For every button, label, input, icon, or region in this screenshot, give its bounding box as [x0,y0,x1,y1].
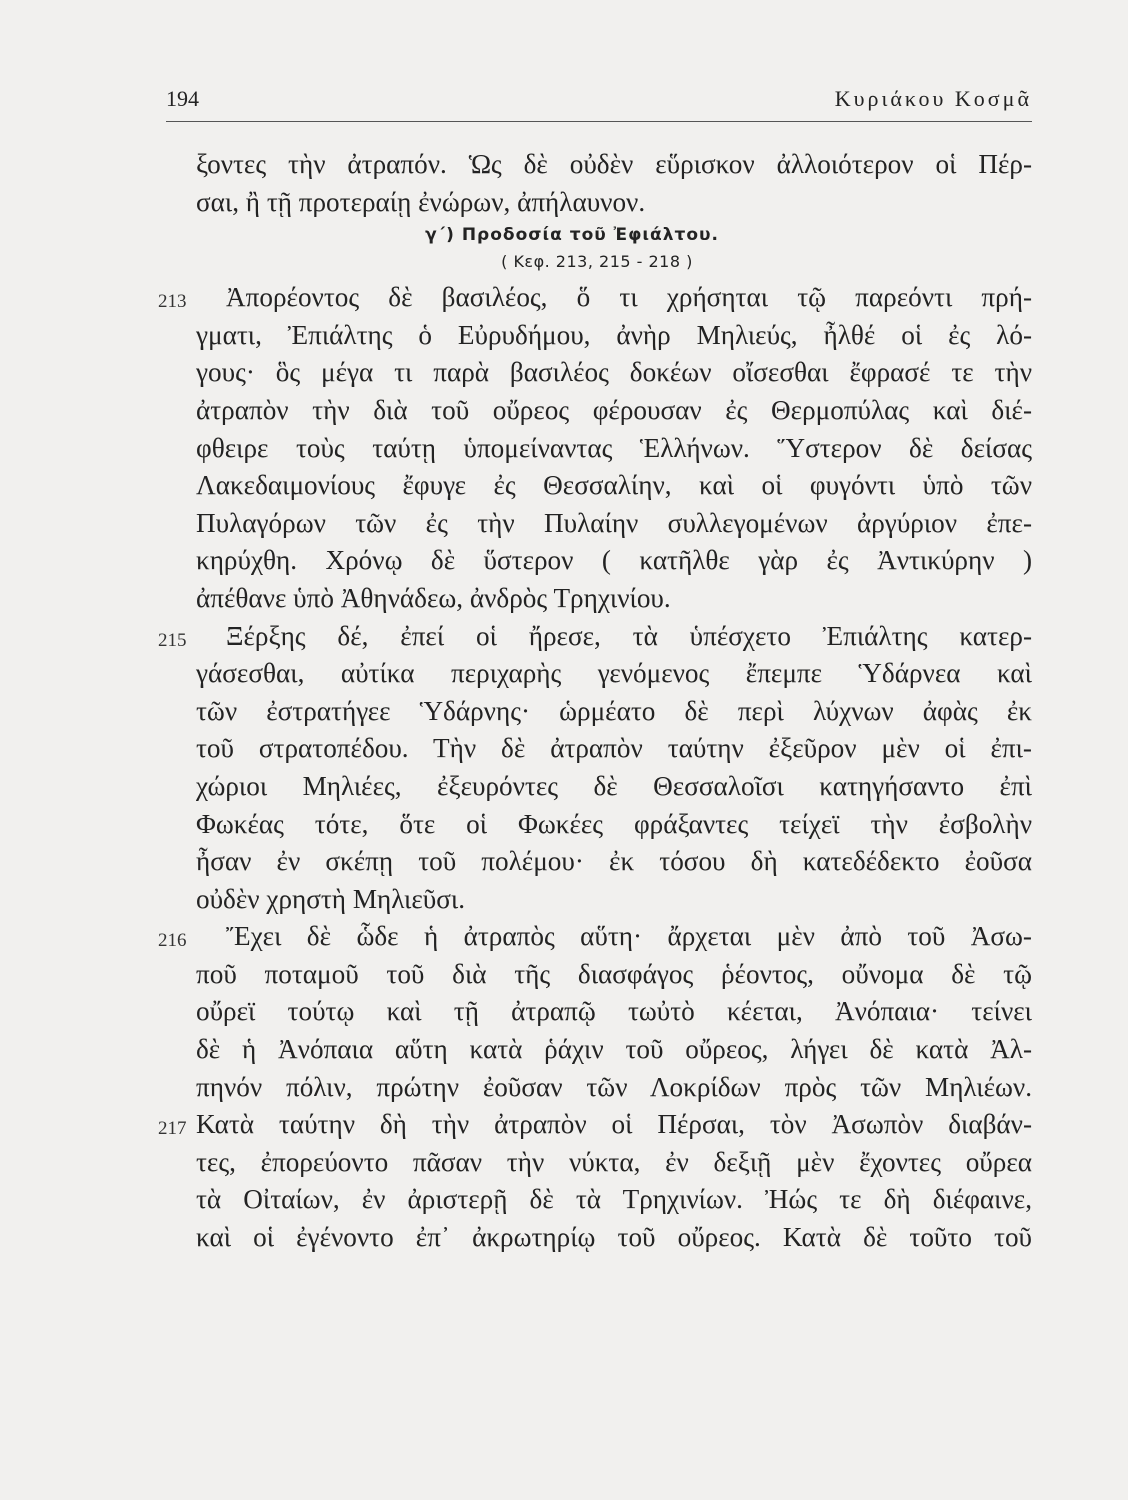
running-title: Κυριάκου Κοσμᾶ [834,86,1032,111]
section-subtitle: ( Κεφ. 213, 215 - 218 ) [501,252,693,272]
text-line: ξοντες τὴν ἀτραπόν. Ὡς δὲ οὐδὲν εὕρισκον ἀλλοιότερον οἱ Πέρ- [196,149,1032,179]
text-line: Φωκέας τότε, ὅτε οἱ Φωκέες φράξαντες τείχεϊ τὴν ἐσβολὴν [196,808,1032,839]
text-line: οὐδὲν χρηστὴ Μηλιεῦσι. [196,883,466,914]
page-number: 194 [166,86,199,111]
text-line: χώριοι Μηλιέες, ἐξευρόντες δὲ Θεσσαλοῖσι κατηγήσαντο ἐπὶ [196,770,1032,801]
text-line: Ξέρξης δέ, ἐπεί οἱ ἤρεσε, τὰ ὑπέσχετο Ἐπιάλτης κατερ- [226,620,1032,651]
text-line: ἀτραπὸν τὴν διὰ τοῦ οὔρεος φέρουσαν ἐς Θερμοπύλας καὶ διέ- [196,394,1032,425]
text-line: ποῦ ποταμοῦ τοῦ διὰ τῆς διασφάγος ῥέοντος, οὔνομα δὲ τῷ [196,958,1032,989]
text-line: γάσεσθαι, αὐτίκα περιχαρὴς γενόμενος ἔπεμπε Ὑδάρνεα καὶ [196,658,1032,689]
paragraph-215 [158,618,1032,919]
page-header [166,86,1032,120]
chapter-number: 217 [158,1118,187,1140]
text-line: τοῦ στρατοπέδου. Τὴν δὲ ἀτραπὸν ταύτην ἐξεῦρον μὲν οἱ ἐπι- [196,733,1032,764]
text-line: Πυλαγόρων τῶν ἐς τὴν Πυλαίην συλλεγομένων ἀργύριον ἐπε- [196,507,1032,538]
text-line: τῶν ἐστρατήγεε Ὑδάρνης· ὡρμέατο δὲ περὶ λύχνων ἀφὰς ἐκ [196,695,1032,726]
paragraph-213 [158,279,1032,617]
text-line: Κατὰ ταύτην δὴ τὴν ἀτραπὸν οἱ Πέρσαι, τὸν Ἀσωπὸν διαβάν- [196,1109,1032,1140]
text-line: γματι, Ἐπιάλτης ὁ Εὐρυδήμου, ἀνὴρ Μηλιεύς, ἦλθέ οἱ ἐς λό- [196,319,1032,350]
paragraph-217 [158,1106,1032,1256]
chapter-number: 215 [158,629,187,651]
text-line: ἀπέθανε ὑπὸ Ἀθηνάδεω, ἀνδρὸς Τρηχινίου. [196,582,671,613]
section-title: γ΄) Προδοσία τοῦ Ἐφιάλτου. [425,225,719,246]
chapter-number: 213 [158,291,187,313]
text-line: τες, ἐπορεύοντο πᾶσαν τὴν νύκτα, ἐν δεξιῇ μὲν ἔχοντες οὔρεα [196,1146,1032,1177]
section-heading [196,221,1032,275]
text-line: σαι, ἢ τῇ προτεραίῃ ἐνώρων, ἀπήλαυνον. [196,186,646,217]
text-line: καὶ οἱ ἐγένοντο ἐπ᾽ ἀκρωτηρίῳ τοῦ οὔρεος. Κατὰ δὲ τοῦτο τοῦ [196,1222,1032,1253]
text-line: κηρύχθη. Χρόνῳ δὲ ὕστερον ( κατῆλθε γὰρ ἐς Ἀντικύρην ) [196,545,1032,576]
text-line: δὲ ἡ Ἀνόπαια αὕτη κατὰ ῥάχιν τοῦ οὔρεος, λήγει δὲ κατὰ Ἀλ- [196,1034,1032,1065]
chapter-number: 216 [158,930,187,952]
text-line: πηνόν πόλιν, πρώτην ἐοῦσαν τῶν Λοκρίδων πρὸς τῶν Μηλιέων. [196,1071,1032,1102]
text-line: Ἔχει δὲ ὧδε ἡ ἀτραπὸς αὕτη· ἄρχεται μὲν ἀπὸ τοῦ Ἀσω- [226,921,1032,952]
text-line: γους· ὃς μέγα τι παρὰ βασιλέος δοκέων οἴσεσθαι ἔφρασέ τε τὴν [196,357,1032,388]
text-line: τὰ Οἰταίων, ἐν ἀριστερῇ δὲ τὰ Τρηχινίων. Ἠώς τε δὴ διέφαινε, [196,1184,1032,1215]
text-line: φθειρε τοὺς ταύτῃ ὑπομείναντας Ἑλλήνων. Ὕστερον δὲ δείσας [196,432,1032,463]
text-line: Ἀπορέοντος δὲ βασιλέος, ὅ τι χρήσηται τῷ παρεόντι πρή- [226,282,1032,313]
text-line: Λακεδαιμονίους ἔφυγε ἐς Θεσσαλίην, καὶ οἱ φυγόντι ὑπὸ τῶν [196,470,1032,501]
paragraph-216 [158,918,1032,1106]
header-rule [166,121,1032,122]
text-line: οὔρεϊ τούτῳ καὶ τῇ ἀτραπῷ τωὐτὸ κέεται, Ἀνόπαια· τείνει [196,996,1032,1027]
text-line: ἦσαν ἐν σκέπῃ τοῦ πολέμου· ἐκ τόσου δὴ κατεδέδεκτο ἐοῦσα [196,846,1032,877]
main-text [158,146,1032,1257]
